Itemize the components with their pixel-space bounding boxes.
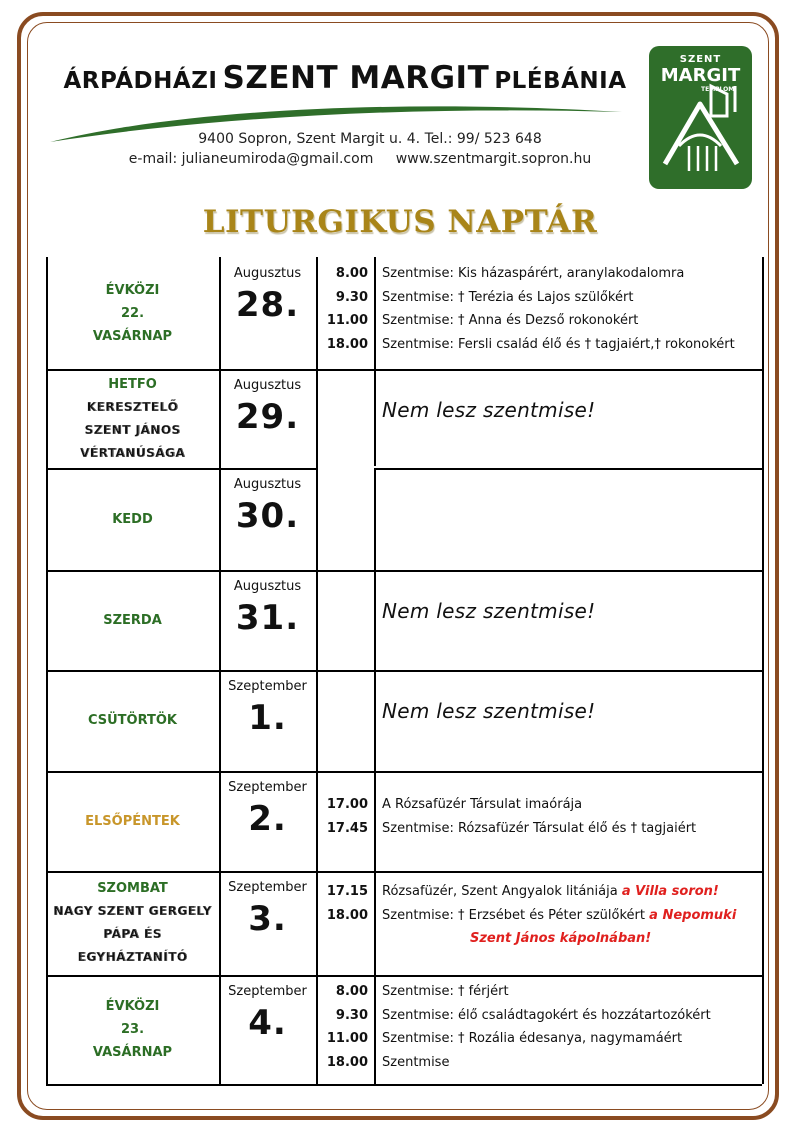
mass-times [316, 880, 374, 951]
col-divider [762, 257, 764, 1084]
no-mass-notice: Nem lesz szentmise! [382, 599, 596, 623]
mass-line [382, 980, 762, 1004]
month-label: Augusztus [233, 477, 302, 492]
month-label: Augusztus [233, 579, 302, 594]
day-cell [46, 871, 219, 975]
mass-text: Szentmise: Rózsafüzér Társulat élő és † tagjaiért [382, 820, 697, 836]
mass-text: Szentmise: Fersli család élő és † tagjaiért,† rokonokért [382, 336, 735, 352]
mass-time: 11.00 [326, 313, 368, 328]
feast-note: PÁPA ÉS [103, 927, 162, 941]
mass-descriptions [374, 880, 762, 951]
mass-line [382, 262, 762, 286]
logo-line2: MARGIT [660, 65, 741, 86]
day-number: 29. [235, 397, 300, 437]
feast-note: KERESZTELŐ [86, 399, 179, 414]
mass-time: 17.00 [326, 797, 368, 812]
parish-address: 9400 Sopron, Szent Margit u. 4. Tel.: 99/ 523 648 [198, 131, 542, 147]
mass-line [382, 1051, 762, 1075]
day-label: ÉVKÖZI [105, 999, 160, 1014]
day-label: KEDD [112, 511, 153, 527]
mass-line [382, 333, 762, 357]
day-label: CSÜTÖRTÖK [87, 713, 178, 728]
day-label: ELSŐPÉNTEK [85, 813, 180, 829]
mass-time: 18.00 [326, 907, 368, 923]
mass-line [382, 904, 762, 928]
month-label: Szeptember [228, 880, 307, 895]
day-number: 4. [248, 1003, 287, 1043]
logo-line1: SZENT [679, 54, 722, 65]
day-number: 3. [248, 899, 287, 939]
mass-line [382, 927, 762, 951]
date-cell [219, 468, 316, 570]
mass-line [382, 817, 762, 841]
mass-text: Rózsafüzér, Szent Angyalok litániája [382, 884, 618, 899]
day-label: 23. [120, 1022, 145, 1037]
mass-line [382, 309, 762, 333]
mass-time: 8.00 [335, 984, 368, 999]
mass-time: 9.30 [335, 289, 368, 305]
no-mass-notice: Nem lesz szentmise! [382, 398, 596, 422]
date-cell [219, 771, 316, 871]
day-cell [46, 570, 219, 670]
day-cell [46, 468, 219, 570]
mass-text: Szentmise: † Rozália édesanya, nagymamáért [382, 1031, 683, 1046]
mass-descriptions [374, 980, 762, 1074]
date-cell [219, 975, 316, 1084]
mass-text: A Rózsafüzér Társulat imaórája [382, 797, 583, 812]
mass-time [316, 927, 368, 951]
logo-line3: TEMPLOM [701, 86, 735, 93]
date-cell [219, 257, 316, 369]
mass-line [382, 286, 762, 310]
day-number: 31. [235, 598, 300, 638]
mass-time: 17.45 [326, 820, 368, 836]
date-cell [219, 570, 316, 670]
date-cell [219, 871, 316, 975]
day-cell [46, 771, 219, 871]
day-label: VASÁRNAP [92, 1045, 173, 1060]
mass-text: Szentmise: élő családtagokért és hozzátartozókért [382, 1007, 711, 1023]
mass-line [382, 880, 762, 904]
mass-text: Szentmise: † Anna és Dezső rokonokért [382, 313, 639, 328]
day-label: HETFO [108, 376, 157, 392]
title-main: SZENT MARGIT [222, 60, 490, 96]
feast-note: VÉRTANÚSÁGA [79, 445, 186, 460]
location-note: Szent János kápolnában! [470, 931, 652, 946]
feast-note: EGYHÁZTANÍTÓ [77, 950, 188, 964]
day-label: 22. [120, 305, 145, 321]
day-cell [46, 975, 219, 1084]
date-cell [219, 369, 316, 468]
day-cell [46, 369, 219, 468]
day-cell [46, 670, 219, 771]
mass-time: 18.00 [326, 336, 368, 352]
location-note: a Nepomuki [649, 907, 737, 923]
mass-text: Szentmise: Kis házaspárért, aranylakodalomra [382, 266, 685, 281]
location-note: a Villa soron! [621, 884, 719, 899]
mass-descriptions [374, 793, 762, 840]
month-label: Szeptember [228, 984, 307, 999]
month-label: Augusztus [233, 266, 302, 281]
month-label: Augusztus [233, 378, 302, 393]
parish-website: www.szentmargit.sopron.hu [395, 151, 592, 167]
day-label: SZERDA [103, 612, 162, 628]
day-label: VASÁRNAP [92, 328, 173, 344]
mass-line [382, 1027, 762, 1051]
mass-time: 17.15 [326, 884, 368, 899]
mass-time: 18.00 [326, 1054, 368, 1070]
day-number: 2. [248, 799, 287, 839]
mass-time: 11.00 [326, 1031, 368, 1046]
calendar-heading: LITURGIKUS NAPTÁR [202, 204, 598, 240]
mass-line [382, 1004, 762, 1028]
day-label: SZOMBAT [97, 881, 168, 896]
mass-times [316, 262, 374, 356]
mass-time: 8.00 [335, 266, 368, 281]
mass-time: 9.30 [335, 1007, 368, 1023]
no-mass-notice: Nem lesz szentmise! [382, 699, 596, 723]
mass-text: Szentmise [382, 1054, 450, 1070]
col-divider [316, 257, 318, 1084]
feast-note: SZENT JÁNOS [84, 422, 181, 437]
day-number: 1. [248, 698, 287, 738]
mass-descriptions [374, 262, 762, 356]
mass-text: Szentmise: † Erzsébet és Péter szülőkért [382, 907, 645, 923]
day-cell [46, 257, 219, 369]
title-prefix: ÁRPÁDHÁZI [63, 68, 218, 94]
month-label: Szeptember [228, 679, 307, 694]
title-suffix: PLÉBÁNIA [494, 68, 627, 94]
day-label: ÉVKÖZI [105, 282, 160, 298]
day-number: 28. [235, 285, 300, 325]
mass-times [316, 980, 374, 1074]
month-label: Szeptember [228, 780, 307, 795]
day-number: 30. [235, 496, 300, 536]
date-cell [219, 670, 316, 771]
mass-line [382, 793, 762, 817]
mass-text: Szentmise: † férjért [382, 984, 509, 999]
mass-text: Szentmise: † Terézia és Lajos szülőkért [382, 289, 634, 305]
row-divider [46, 1084, 762, 1086]
mass-times [316, 793, 374, 840]
row-divider [374, 468, 762, 470]
feast-note: NAGY SZENT GERGELY [53, 904, 212, 918]
parish-email: e-mail: julianeumiroda@gmail.com [128, 151, 374, 167]
